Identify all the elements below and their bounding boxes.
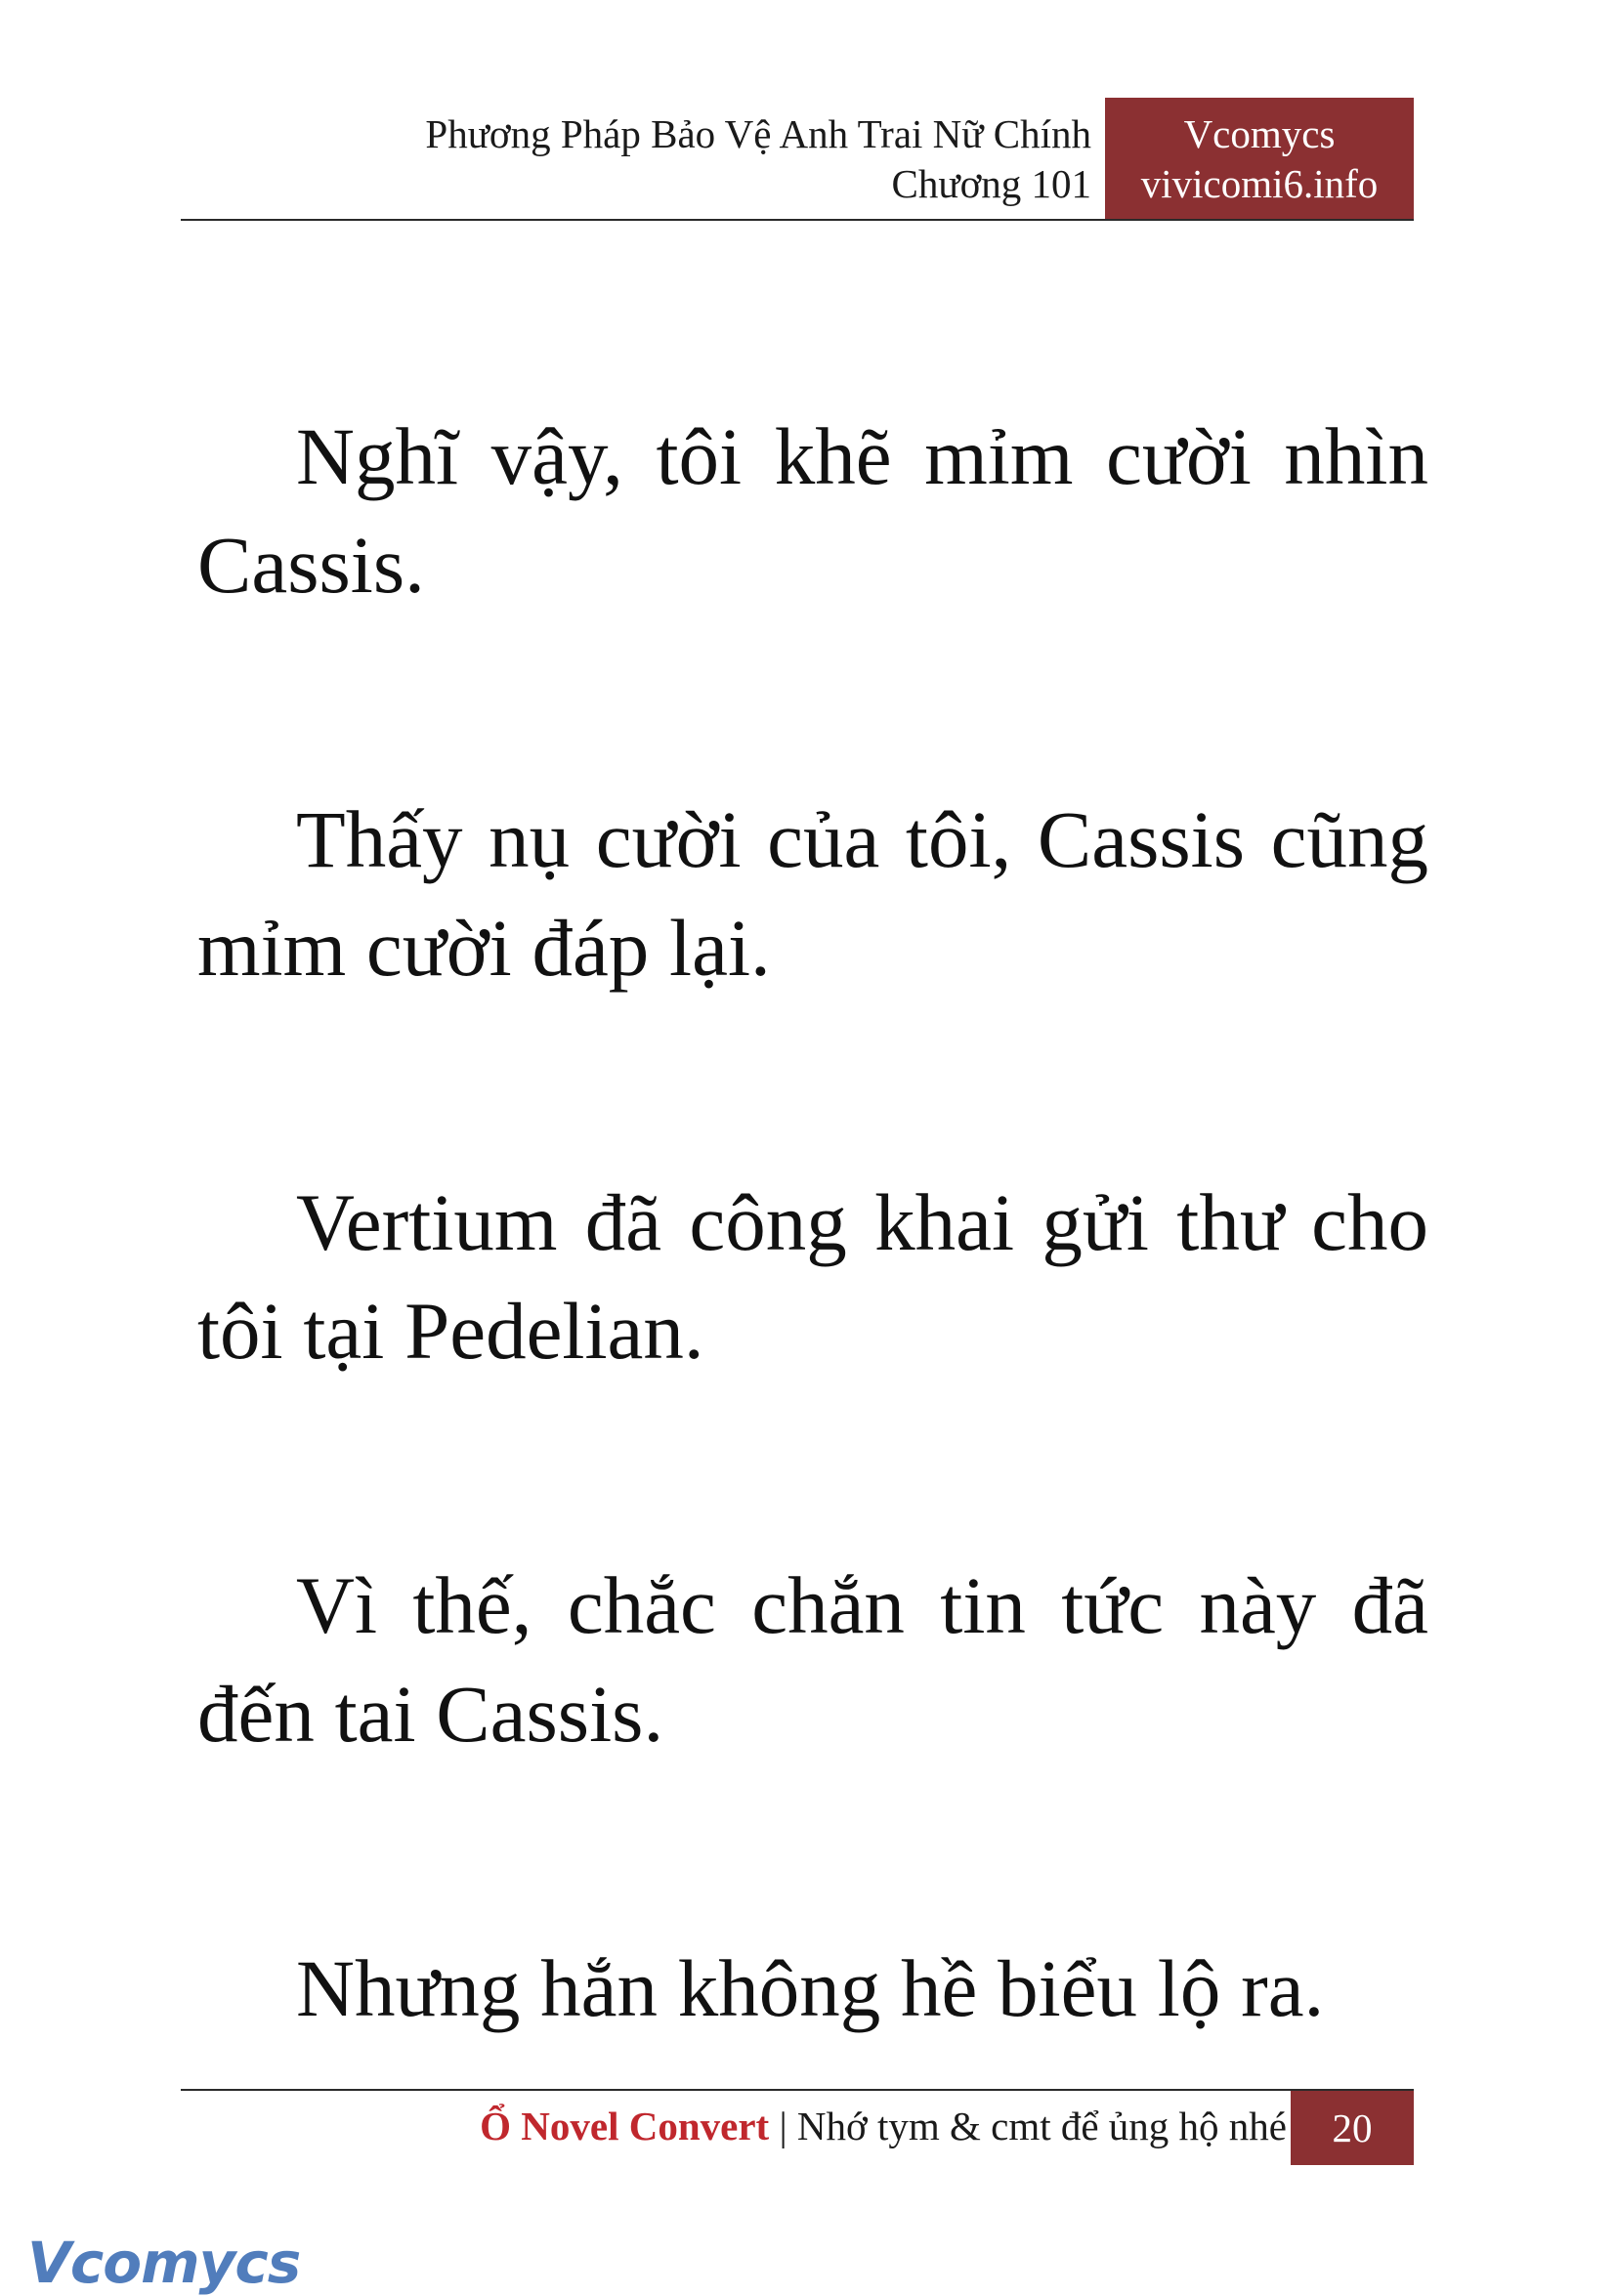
- chapter-label: Chương 101: [891, 161, 1091, 206]
- site-badge: [1105, 98, 1414, 219]
- site-name: Vcomycs: [1183, 111, 1336, 156]
- book-title: Phương Pháp Bảo Vệ Anh Trai Nữ Chính: [425, 111, 1091, 156]
- watermark-logo: Vcomycs: [27, 2230, 301, 2296]
- page-number: 20: [1291, 2091, 1414, 2165]
- header-titles: [425, 109, 1091, 209]
- paragraph: Thấy nụ cười của tôi, Cassis cũng mỉm cười đáp lại.: [197, 794, 1428, 993]
- paragraph: Nhưng hắn không hề biểu lộ ra.: [296, 1943, 1325, 2033]
- paragraph: Nghĩ vậy, tôi khẽ mỉm cười nhìn Cassis.: [197, 411, 1428, 610]
- footer-brand: Ổ Novel Convert: [480, 2104, 770, 2148]
- page-header: [181, 98, 1414, 221]
- paragraph: Vertium đã công khai gửi thư cho tôi tại Pedelian.: [197, 1177, 1428, 1376]
- paragraph: Vì thế, chắc chắn tin tức này đã đến tai Cassis.: [197, 1560, 1428, 1759]
- chapter-body: [197, 403, 1428, 2209]
- page-footer: [181, 2089, 1414, 2165]
- footer-separator: |: [769, 2104, 797, 2148]
- footer-text: [480, 2099, 1287, 2153]
- footer-message: Nhớ tym & cmt để ủng hộ nhé: [796, 2104, 1287, 2148]
- site-url: vivicomi6.info: [1140, 161, 1379, 206]
